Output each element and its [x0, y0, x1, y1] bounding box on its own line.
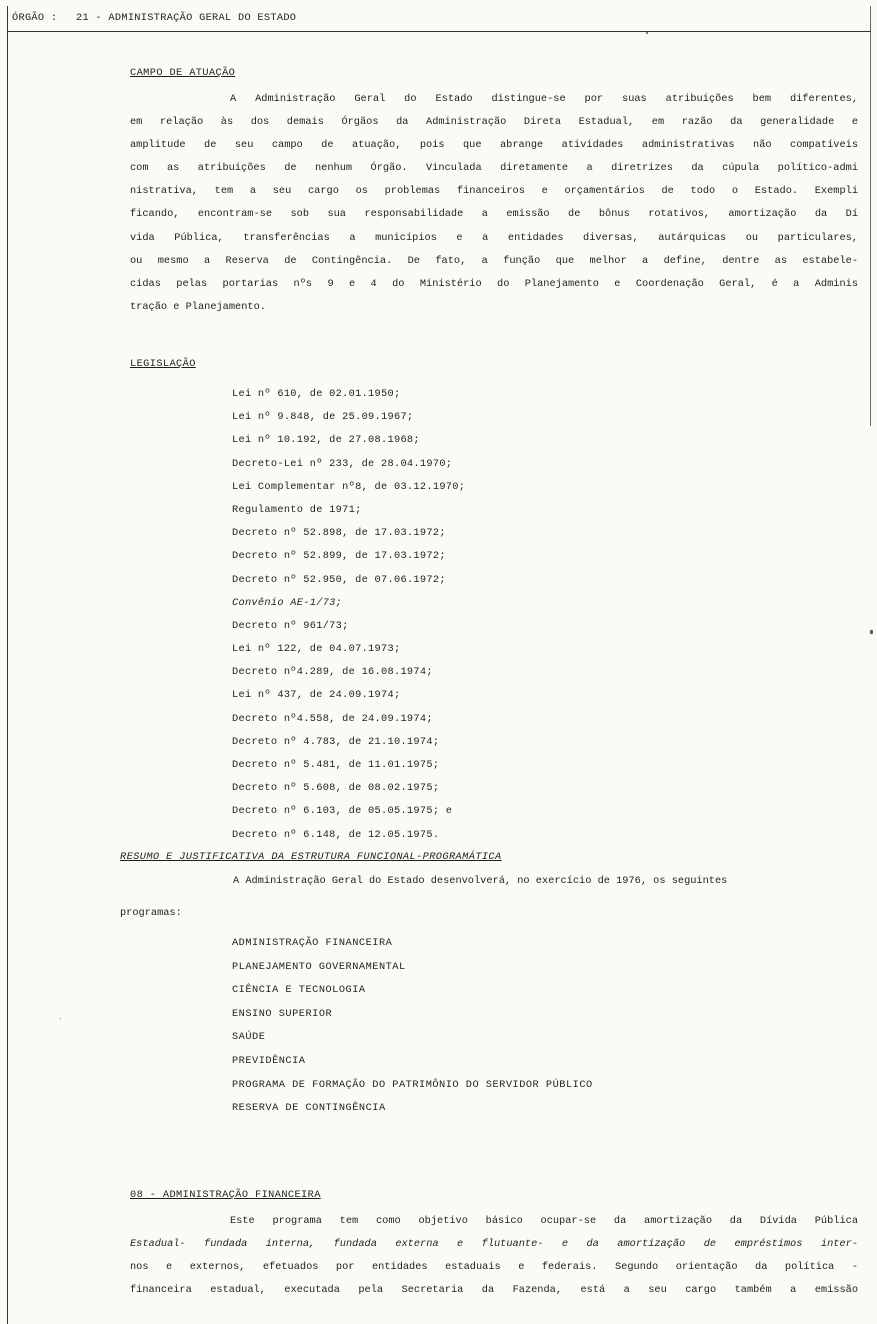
right-border: [870, 6, 871, 426]
legislacao-item: Decreto nº 5.481, de 11.01.1975;: [232, 759, 440, 771]
adm-fin-title: 08 - ADMINISTRAÇÃO FINANCEIRA: [130, 1189, 321, 1201]
legislacao-item: Regulamento de 1971;: [232, 503, 362, 516]
adm-fin-paragraph: [130, 1210, 858, 1302]
adm-fin-line: Este programa tem como objetivo básico ocupar-se da amortização da Dívida Pública: [230, 1215, 858, 1227]
legislacao-item: Convênio AE-1/73;: [232, 596, 343, 609]
campo-line: em relação às dos demais Órgãos da Administração Direta Estadual, em razão da generalidade e: [130, 116, 858, 129]
legislacao-item: Decreto nº4.558, de 24.09.1974;: [232, 712, 433, 725]
campo-paragraph: [130, 88, 858, 319]
campo-line: ou mesmo a Reserva de Contingência. De fato, a função que melhor a define, dentre as estabele-: [130, 254, 858, 267]
program-item: ENSINO SUPERIOR: [232, 1007, 333, 1020]
header-divider: [7, 31, 871, 32]
legislacao-title: LEGISLAÇÃO: [130, 358, 196, 370]
legislacao-item: Lei nº 9.848, de 25.09.1967;: [232, 411, 414, 424]
legislacao-item: Decreto nº 5.608, de 08.02.1975;: [232, 782, 440, 795]
resumo-intro-line1: A Administração Geral do Estado desenvolverá, no exercício de 1976, os seguintes: [233, 875, 728, 887]
legislacao-item: Lei nº 10.192, de 27.08.1968;: [232, 434, 420, 447]
campo-line: amplitude de seu campo de atuação, pois que abrange atividades administrativas não compatíveis: [130, 139, 858, 152]
legislacao-item: Decreto nº 52.898, de 17.03.1972;: [232, 527, 446, 540]
campo-line: A Administração Geral do Estado distingue-se por suas atribuições bem diferentes,: [230, 93, 858, 105]
resumo-title: RESUMO E JUSTIFICATIVA DA ESTRUTURA FUNCIONAL-PROGRAMÁTICA: [120, 851, 502, 863]
adm-fin-line: financeira estadual, executada pela Secretaria da Fazenda, está a seu cargo também a emissão: [130, 1284, 858, 1297]
legislacao-item: Decreto nº 6.148, de 12.05.1975.: [232, 828, 440, 841]
legislacao-item: Lei nº 122, de 04.07.1973;: [232, 643, 401, 656]
scan-speck: [870, 630, 873, 634]
adm-fin-line: Estadual- fundada interna, fundada externa e flutuante- e da amortização de empréstimos inter-: [130, 1238, 858, 1251]
campo-line: com as atribuições de nenhum Órgão. Vinculada diretamente a diretrizes da cúpula político-admi: [130, 162, 858, 175]
scan-speck: [646, 32, 648, 34]
campo-line: nistrativa, tem a seu cargo os problemas financeiros e orçamentários de todo o Estado. Exempli: [130, 185, 858, 198]
orgao-value: 21 - ADMINISTRAÇÃO GERAL DO ESTADO: [76, 12, 297, 24]
resumo-intro-line2: programas:: [120, 907, 182, 919]
adm-fin-line: nos e externos, efetuados por entidades estaduais e federais. Segundo orientação da política -: [130, 1261, 858, 1274]
legislacao-item: Lei nº 437, de 24.09.1974;: [232, 689, 401, 702]
legislacao-item: Decreto nº 961/73;: [232, 619, 349, 632]
program-item: RESERVA DE CONTINGÊNCIA: [232, 1102, 386, 1115]
program-item: SAÚDE: [232, 1031, 266, 1044]
programs-list: [232, 932, 593, 1121]
legislacao-item: Lei Complementar nº8, de 03.12.1970;: [232, 480, 466, 493]
campo-line: cidas pelas portarias nºs 9 e 4 do Ministério do Planejamento e Coordenação Geral, é a Adminis: [130, 277, 858, 290]
legislacao-item: Decreto nº 4.783, de 21.10.1974;: [232, 735, 440, 748]
program-item: PROGRAMA DE FORMAÇÃO DO PATRIMÔNIO DO SERVIDOR PÚBLICO: [232, 1078, 593, 1091]
campo-line: tração e Planejamento.: [130, 300, 266, 313]
legislacao-item: Decreto nº 52.950, de 07.06.1972;: [232, 573, 446, 586]
orgao-label: ÓRGÃO :: [12, 12, 58, 24]
campo-title: CAMPO DE ATUAÇÃO: [130, 67, 236, 79]
legislacao-item: Lei nº 610, de 02.01.1950;: [232, 388, 401, 400]
legislacao-list: [232, 383, 465, 847]
program-item: PREVIDÊNCIA: [232, 1054, 306, 1067]
campo-line: ficando, encontram-se sob sua responsabilidade a emissão de bônus rotativos, amortização da Dí: [130, 208, 858, 221]
program-item: ADMINISTRAÇÃO FINANCEIRA: [232, 937, 393, 949]
campo-line: vida Pública, transferências a municípios e a entidades diversas, autárquicas ou particulares,: [130, 231, 858, 244]
legislacao-item: Decreto-Lei nº 233, de 28.04.1970;: [232, 457, 453, 470]
program-item: PLANEJAMENTO GOVERNAMENTAL: [232, 960, 406, 973]
legislacao-item: Decreto nº4.289, de 16.08.1974;: [232, 666, 433, 679]
page-header: [12, 12, 296, 24]
scan-speck: [60, 1018, 61, 1019]
program-item: CIÊNCIA E TECNOLOGIA: [232, 984, 366, 997]
legislacao-item: Decreto nº 52.899, de 17.03.1972;: [232, 550, 446, 563]
legislacao-item: Decreto nº 6.103, de 05.05.1975; e: [232, 805, 453, 818]
left-border: [7, 6, 8, 1324]
